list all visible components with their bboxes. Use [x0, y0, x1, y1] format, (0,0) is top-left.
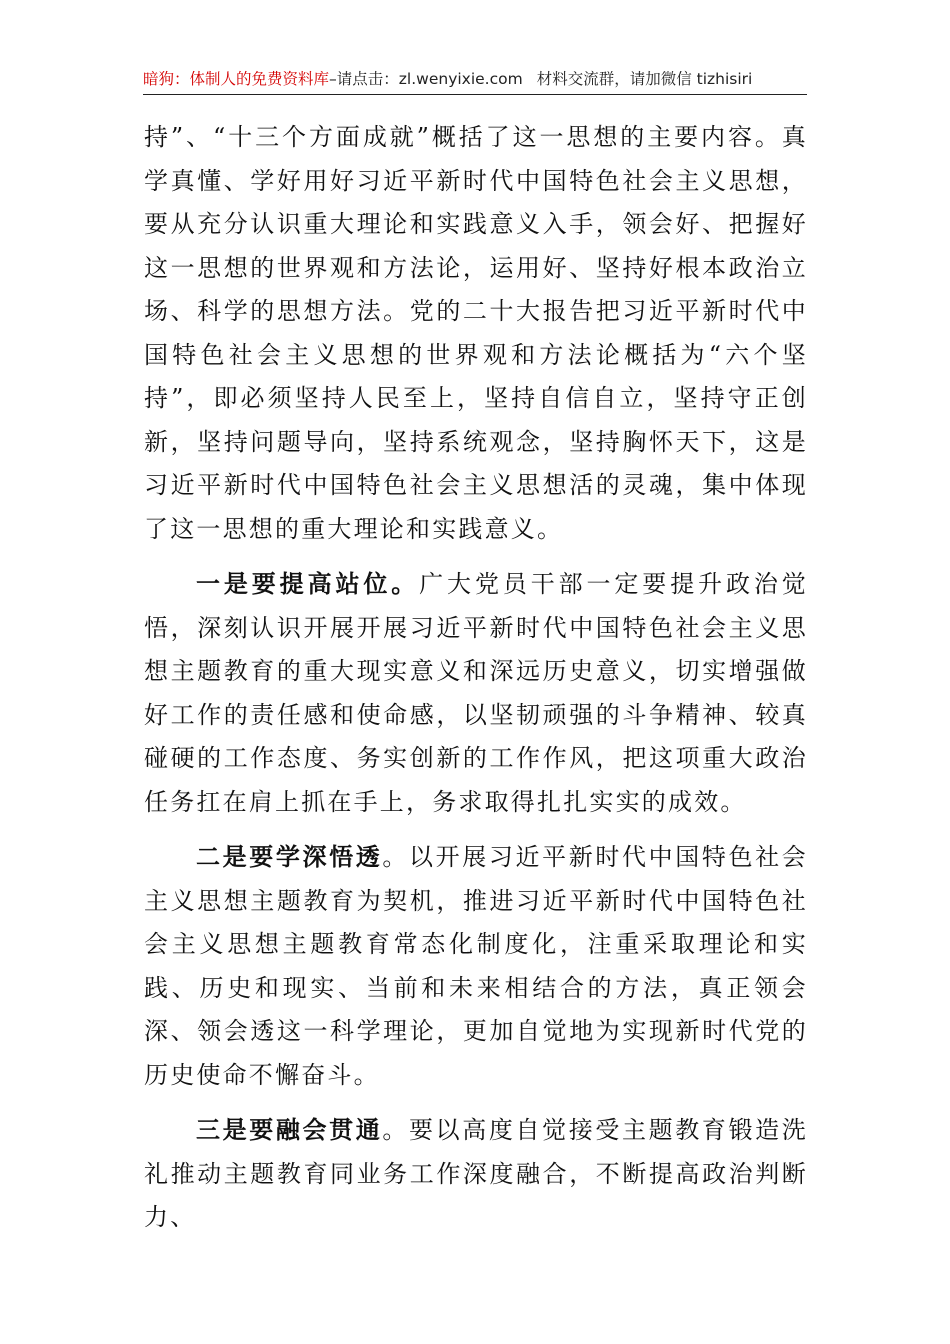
paragraph-lead: 一是要提高站位。 — [196, 570, 420, 598]
header-url-link[interactable]: zl.wenyixie.com — [398, 70, 523, 88]
header-click-prompt: –请点击： — [329, 70, 399, 88]
header-site-name: 暗狗：体制人的免费资料库 — [143, 70, 330, 88]
paragraph-text: 广大党员干部一定要提升政治觉悟，深刻认识开展开展习近平新时代中国特色社会主义思想主题教育的重大现实意义和深远历史意义，切实增强做好工作的责任感和使命感，以坚韧顽强的斗争精神、较真碰硬的工作态度、务实创新的工作作风，把这项重大政治任务扛在肩上抓在手上，务求取得扎扎实实的成效。 — [144, 570, 808, 816]
body-paragraph-4 — [144, 1109, 808, 1240]
body-paragraph-2 — [144, 563, 808, 824]
paragraph-text: 。要以高度自觉接受主题教育锻造洗礼推动主题教育同业务工作深度融合，不断提高政治判断力、 — [144, 1116, 808, 1231]
paragraph-lead: 三是要融会贯通 — [196, 1116, 383, 1144]
paragraph-text: 持”、“十三个方面成就”概括了这一思想的主要内容。真学真懂、学好用好习近平新时代中国特色社会主义思想，要从充分认识重大理论和实践意义入手，领会好、把握好这一思想的世界观和方法论，运用好、坚持好根本政治立场、科学的思想方法。党的二十大报告把习近平新时代中国特色社会主义思想的世界观和方法论概括为“六个坚持”，即必须坚持人民至上，坚持自信自立，坚持守正创新，坚持问题导向，坚持系统观念，坚持胸怀天下，这是习近平新时代中国特色社会主义思想活的灵魂，集中体现了这一思想的重大理论和实践意义。 — [144, 123, 808, 543]
page-header — [143, 64, 807, 95]
body-paragraph-3 — [144, 836, 808, 1097]
header-group-text: 材料交流群，请加微信 tizhisiri — [536, 70, 753, 88]
paragraph-lead: 二是要学深悟透 — [196, 843, 383, 871]
paragraph-text: 。以开展习近平新时代中国特色社会主义思想主题教育为契机，推进习近平新时代中国特色社会主义思想主题教育常态化制度化，注重采取理论和实践、历史和现实、当前和未来相结合的方法，真正领会深、领会透这一科学理论，更加自觉地为实现新时代党的历史使命不懈奋斗。 — [144, 843, 808, 1089]
body-paragraph-1 — [144, 116, 808, 551]
document-body — [144, 116, 808, 1240]
